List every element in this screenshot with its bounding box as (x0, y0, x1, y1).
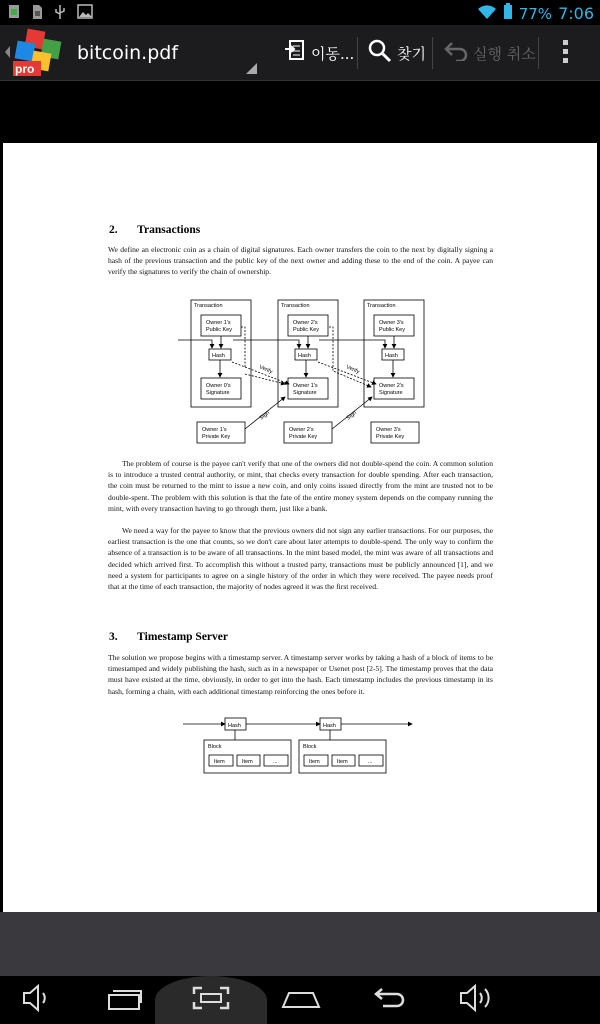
diagram-label: Private Key (376, 434, 405, 440)
paragraph: We define an electronic coin as a chain of digital signatures. Each owner transfers the coin to the next by digitally signing a hash of the previous transaction and the public key of the next owner and adding these to the end of the coin. A payee can verify the signatures to verify the chain of ownership. (108, 245, 493, 277)
volume-down-button[interactable] (12, 976, 62, 1024)
diagram-label: Transaction (281, 303, 310, 309)
section-3-heading (109, 631, 228, 643)
diagram-label: Owner 3's (379, 320, 404, 326)
toolbar-divider (357, 37, 358, 69)
usb-icon (54, 4, 68, 19)
diagram-label: Owner 1's (202, 427, 227, 433)
pdf-page[interactable] (3, 143, 597, 912)
diagram-label: Hash (323, 723, 336, 729)
diagram-label: Owner 1's (293, 383, 318, 389)
undo-icon (444, 41, 468, 65)
diagram-label: Transaction (367, 303, 396, 309)
recent-apps-button[interactable] (100, 976, 150, 1024)
undo-label: 실행 취소 (473, 44, 536, 63)
diagram-label: Owner 1's (206, 320, 231, 326)
sim-icon (8, 4, 22, 19)
status-bar (0, 0, 600, 25)
viewer-background (0, 82, 600, 142)
screenshot-icon (192, 986, 230, 1014)
diagram-label: Verify (258, 364, 274, 376)
screenshot-button[interactable] (155, 976, 267, 1024)
pro-label: pro (15, 62, 35, 76)
battery-percent: 77% (518, 4, 553, 23)
section-title: Timestamp Server (137, 631, 228, 643)
back-icon (371, 986, 407, 1014)
section-2-heading (109, 224, 200, 236)
paragraph (108, 525, 493, 592)
diagram-label: ... (368, 759, 373, 765)
diagram-label: Signature (206, 390, 230, 396)
diagram-label: Hash (298, 353, 311, 359)
file-title: bitcoin.pdf (77, 42, 179, 64)
diagram-label: Verify (345, 364, 361, 376)
paragraph (108, 458, 493, 514)
section-number: 3. (109, 631, 118, 643)
recent-apps-icon (107, 985, 143, 1015)
section-title: Transactions (137, 224, 201, 236)
transactions-diagram (173, 296, 428, 451)
diagram-label: Hash (212, 353, 225, 359)
undo-button[interactable] (444, 25, 536, 81)
diagram-label: Owner 0's (206, 383, 231, 389)
officesuite-logo-icon (4, 28, 66, 78)
diagram-label: Owner 3's (376, 427, 401, 433)
diagram-label: Sign (258, 410, 271, 422)
volume-down-icon (21, 983, 53, 1017)
find-label: 찾기 (397, 44, 426, 63)
diagram-label: Block (303, 744, 317, 750)
diagram-label: Item (242, 759, 253, 765)
paragraph-text: We need a way for the payee to know that the previous owners did not sign any earlier transactions. For our purposes, the earliest transaction is the one that counts, so we don't care about later attempts to double-spend. The only way to confirm the absence of a transaction is to be aware of all transactions. In the mint based model, the mint was aware of all transactions and decided which arrived first. To accomplish this without a trusted party, transactions must be publicly announced [1], and we need a system for participants to agree on a single history of the order in which they were received. The payee needs proof that at the time of each transaction, the majority of nodes agreed it was the first received. (108, 526, 493, 592)
go-to-page-label: 이동... (311, 44, 355, 63)
go-to-page-icon (284, 39, 306, 67)
diagram-label: Item (214, 759, 225, 765)
search-icon (368, 39, 392, 67)
find-button[interactable] (368, 25, 426, 81)
home-button[interactable] (276, 976, 326, 1024)
image-icon (77, 4, 91, 19)
timestamp-diagram (183, 716, 418, 778)
paragraph: The solution we propose begins with a timestamp server. A timestamp server works by taking a hash of a block of items to be timestamped and widely publishing the hash, such as in a newspaper or Usenet post [2-5]. The timestamp proves that the data must have existed at the time, obviously, in order to get into the hash. Each timestamp includes the previous timestamp in its hash, forming a chain, with each additional timestamp reinforcing the ones before it. (108, 653, 493, 696)
go-to-page-button[interactable] (284, 25, 354, 81)
back-button[interactable] (364, 976, 414, 1024)
diagram-label: Public Key (206, 327, 232, 333)
diagram-label: Owner 2's (289, 427, 314, 433)
viewer-background-bottom (0, 912, 600, 976)
home-icon (281, 987, 321, 1013)
diagram-label: Public Key (379, 327, 405, 333)
diagram-label: Owner 2's (293, 320, 318, 326)
section-number: 2. (109, 224, 118, 236)
toolbar-divider (538, 37, 539, 69)
clock: 7:06 (558, 4, 594, 23)
toolbar-divider (432, 37, 433, 69)
app-logo-button[interactable] (4, 28, 66, 82)
diagram-label: Hash (385, 353, 398, 359)
diagram-label: Signature (293, 390, 317, 396)
diagram-label: Item (309, 759, 320, 765)
volume-up-icon (458, 983, 496, 1017)
overflow-menu-icon[interactable] (563, 40, 571, 63)
dropdown-corner-icon[interactable] (246, 63, 257, 74)
diagram-label: Signature (379, 390, 403, 396)
wifi-icon (477, 4, 497, 24)
diagram-label: Private Key (202, 434, 231, 440)
battery-icon (503, 3, 513, 24)
sd-card-icon (31, 4, 45, 19)
diagram-label: Private Key (289, 434, 318, 440)
diagram-label: ... (273, 759, 278, 765)
diagram-label: Sign (345, 410, 358, 422)
volume-up-button[interactable] (452, 976, 502, 1024)
diagram-label: Owner 2's (379, 383, 404, 389)
diagram-label: Block (208, 744, 222, 750)
diagram-label: Public Key (293, 327, 319, 333)
paragraph-text: The problem of course is the payee can't verify that one of the owners did not double-spend the coin. A common solution is to introduce a trusted central authority, or mint, that checks every transaction for double spending. After each transaction, the coin must be returned to the mint to issue a new coin, and only coins issued directly from the mint are trusted not to be double-spent. The problem with this solution is that the fate of the entire money system depends on the company running the mint, with every transaction having to go through them, just like a bank. (108, 459, 493, 513)
diagram-label: Item (337, 759, 348, 765)
diagram-label: Transaction (194, 303, 223, 309)
diagram-label: Hash (228, 723, 241, 729)
